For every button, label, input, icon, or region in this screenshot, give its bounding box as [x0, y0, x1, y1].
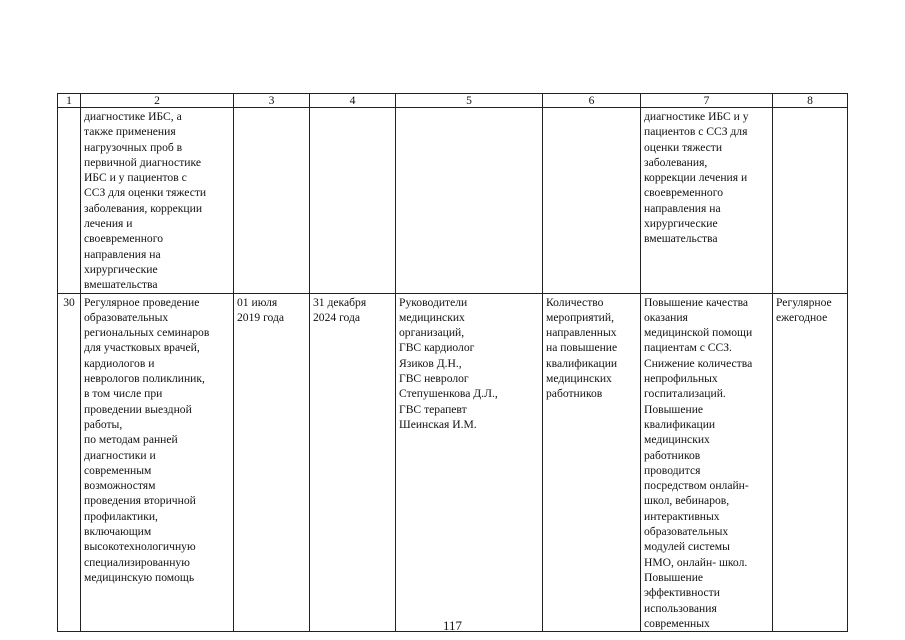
activity-cell: Регулярное проведение образовательных региональных семинаров для участковых врачей, кардиологов и неврологов поликлиник, в том числе при проведении выездной работы, по методам ранней диагностики и современным возможностям проведения вторичной профилактики, включающим высокотехнологичную специализированную медицинскую помощь [81, 293, 234, 632]
row-number-cell [58, 108, 81, 294]
start-date-cell: 01 июля 2019 года [234, 293, 310, 632]
column-number: 8 [773, 94, 848, 108]
frequency-cell [773, 108, 848, 294]
end-date-cell [310, 108, 396, 294]
responsible-cell [396, 108, 543, 294]
column-number: 5 [396, 94, 543, 108]
responsible-cell: Руководители медицинских организаций, ГВС кардиолог Язиков Д.Н., ГВС невролог Степушенкова Д.Л., ГВС терапевт Шеинская И.М. [396, 293, 543, 632]
start-date-cell [234, 108, 310, 294]
column-number: 3 [234, 94, 310, 108]
end-date-cell: 31 декабря 2024 года [310, 293, 396, 632]
row-number-cell: 30 [58, 293, 81, 632]
indicator-cell: Количество мероприятий, направленных на повышение квалификации медицинских работников [543, 293, 641, 632]
result-cell: диагностике ИБС и у пациентов с ССЗ для оценки тяжести заболевания, коррекции лечения и своевременного направления на хирургические вмешательства [641, 108, 773, 294]
page-number: 117 [442, 618, 463, 633]
column-number: 2 [81, 94, 234, 108]
frequency-cell: Регулярное ежегодное [773, 293, 848, 632]
continuation-row [58, 108, 848, 294]
column-number: 7 [641, 94, 773, 108]
table-row-30 [58, 293, 848, 632]
result-cell: Повышение качества оказания медицинской помощи пациентам с ССЗ. Снижение количества непрофильных госпитализаций. Повышение квалификации медицинских работников проводится посредством онлайн- школ, вебинаров, интерактивных образовательных модулей системы НМО, онлайн- школ. Повышение эффективности использования современных [641, 293, 773, 632]
indicator-cell [543, 108, 641, 294]
activity-cell: диагностике ИБС, а также применения нагрузочных проб в первичной диагностике ИБС и у пациентов с ССЗ для оценки тяжести заболевания, коррекции лечения и своевременного направления на хирургические вмешательства [81, 108, 234, 294]
column-number: 6 [543, 94, 641, 108]
measures-table [57, 93, 848, 632]
column-number: 1 [58, 94, 81, 108]
column-number: 4 [310, 94, 396, 108]
column-number-row [58, 94, 848, 108]
